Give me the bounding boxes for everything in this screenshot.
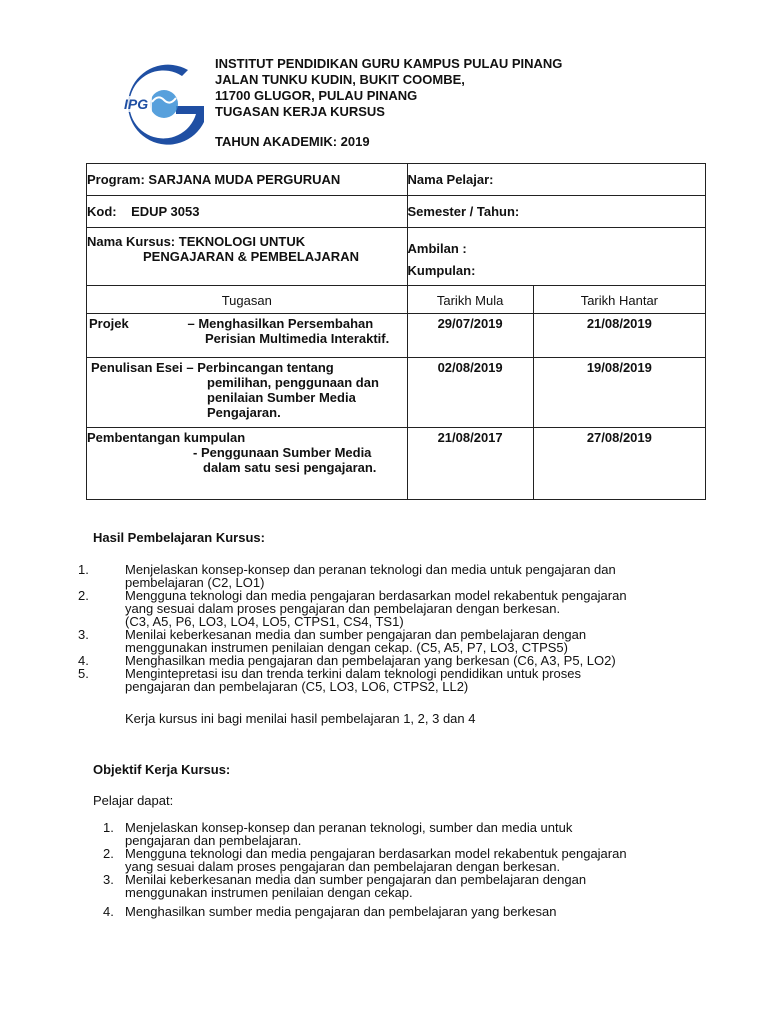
task-row (87, 358, 408, 428)
item-line: pengajaran dan pembelajaran (C5, LO3, LO6, CTPS2, LL2) (125, 679, 469, 694)
task-row (87, 428, 408, 500)
start-date: 21/08/2017 (407, 428, 533, 500)
document-header (215, 56, 562, 150)
item-line: Menjelaskan konsep-konsep dan peranan teknologi, sumber dan media untuk (125, 820, 573, 835)
item-number: 4. (78, 653, 89, 668)
assignment-table (86, 163, 706, 500)
task-row (87, 314, 408, 358)
student-name-cell: Nama Pelajar: (407, 164, 705, 196)
list-item (78, 627, 685, 655)
course-name-line2: PENGAJARAN & PEMBELAJARAN (143, 249, 359, 264)
header-line: INSTITUT PENDIDIKAN GURU KAMPUS PULAU PINANG (215, 56, 563, 71)
header-line: TUGASAN KERJA KURSUS (215, 104, 385, 119)
item-number: 4. (103, 904, 114, 919)
learning-outcomes-title: Hasil Pembelajaran Kursus: (93, 530, 265, 545)
course-name-line1: Nama Kursus: TEKNOLOGI UNTUK (87, 234, 306, 249)
course-name-cell (87, 228, 408, 286)
item-line: pembelajaran (C2, LO1) (125, 575, 265, 590)
intake-label: Ambilan : (407, 241, 467, 256)
task-line: penilaian Sumber Media (207, 390, 356, 405)
code-label: Kod: (87, 204, 117, 219)
list-item (78, 666, 685, 694)
coursework-note: Kerja kursus ini bagi menilai hasil pembelajaran 1, 2, 3 dan 4 (125, 711, 476, 726)
list-item (103, 846, 679, 874)
learning-outcomes-list (78, 562, 685, 694)
task-line: Penulisan Esei – Perbincangan tentang (91, 360, 334, 375)
item-line: Mengguna teknologi dan media pengajaran berdasarkan model rekabentuk pengajaran (125, 588, 627, 603)
item-number: 2. (103, 846, 114, 861)
objectives-intro: Pelajar dapat: (93, 793, 174, 808)
item-line: Mengintepretasi isu dan trenda terkini dalam teknologi pendidikan untuk proses (125, 666, 582, 681)
objectives-title: Objektif Kerja Kursus: (93, 762, 231, 777)
col-header-start: Tarikh Mula (407, 286, 533, 314)
code-cell (87, 196, 408, 228)
semester-cell: Semester / Tahun: (407, 196, 705, 228)
item-number: 2. (78, 588, 89, 603)
task-line: Pembentangan kumpulan (87, 430, 246, 445)
item-line: Menjelaskan konsep-konsep dan peranan teknologi dan media untuk pengajaran dan (125, 562, 616, 577)
academic-year: TAHUN AKADEMIK: 2019 (215, 134, 370, 149)
task-line: pemilihan, penggunaan dan (207, 375, 379, 390)
item-line: menggunakan instrumen penilaian dengan cekap. (125, 885, 413, 900)
code-value: EDUP 3053 (131, 204, 200, 219)
group-label: Kumpulan: (407, 263, 476, 278)
item-line: Mengguna teknologi dan media pengajaran berdasarkan model rekabentuk pengajaran (125, 846, 627, 861)
list-item (78, 588, 685, 629)
item-line: Menghasilkan sumber media pengajaran dan pembelajaran yang berkesan (125, 904, 557, 919)
task-line: Perisian Multimedia Interaktif. (205, 331, 390, 346)
item-line: Menilai keberkesanan media dan sumber pengajaran dan pembelajaran dengan (125, 872, 587, 887)
header-line: 11700 GLUGOR, PULAU PINANG (215, 88, 418, 103)
col-header-task: Tugasan (87, 286, 408, 314)
item-line: yang sesuai dalam proses pengajaran dan pembelajaran dengan berkesan. (125, 859, 561, 874)
list-item (103, 872, 679, 900)
header-line: JALAN TUNKU KUDIN, BUKIT COOMBE, (215, 72, 465, 87)
item-number: 3. (78, 627, 89, 642)
objectives-list (103, 820, 679, 919)
intake-cell (407, 228, 705, 286)
item-line: yang sesuai dalam proses pengajaran dan pembelajaran dengan berkesan. (125, 601, 561, 616)
list-item (78, 562, 685, 590)
item-line: menggunakan instrumen penilaian dengan cekap. (C5, A5, P7, LO3, CTPS5) (125, 640, 568, 655)
task-line: – Menghasilkan Persembahan (187, 316, 374, 331)
item-line: pengajaran dan pembelajaran. (125, 833, 302, 848)
col-header-due: Tarikh Hantar (533, 286, 705, 314)
task-label: Projek (89, 316, 129, 331)
item-number: 3. (103, 872, 114, 887)
item-number: 1. (78, 562, 89, 577)
task-line: dalam satu sesi pengajaran. (203, 460, 377, 475)
start-date: 02/08/2019 (407, 358, 533, 428)
item-number: 5. (78, 666, 89, 681)
program-cell: Program: SARJANA MUDA PERGURUAN (87, 164, 408, 196)
item-line: Menilai keberkesanan media dan sumber pengajaran dan pembelajaran dengan (125, 627, 587, 642)
item-line: (C3, A5, P6, LO3, LO4, LO5, CTPS1, CS4, TS1) (125, 614, 404, 629)
task-line: - Penggunaan Sumber Media (193, 445, 372, 460)
due-date: 27/08/2019 (533, 428, 705, 500)
ipg-logo (118, 62, 206, 150)
list-item (103, 820, 679, 848)
due-date: 21/08/2019 (533, 314, 705, 358)
task-line: Pengajaran. (207, 405, 281, 420)
list-item (103, 904, 679, 919)
item-line: Menghasilkan media pengajaran dan pembelajaran yang berkesan (C6, A3, P5, LO2) (125, 653, 616, 668)
logo-text: IPG (124, 96, 149, 112)
due-date: 19/08/2019 (533, 358, 705, 428)
start-date: 29/07/2019 (407, 314, 533, 358)
item-number: 1. (103, 820, 114, 835)
